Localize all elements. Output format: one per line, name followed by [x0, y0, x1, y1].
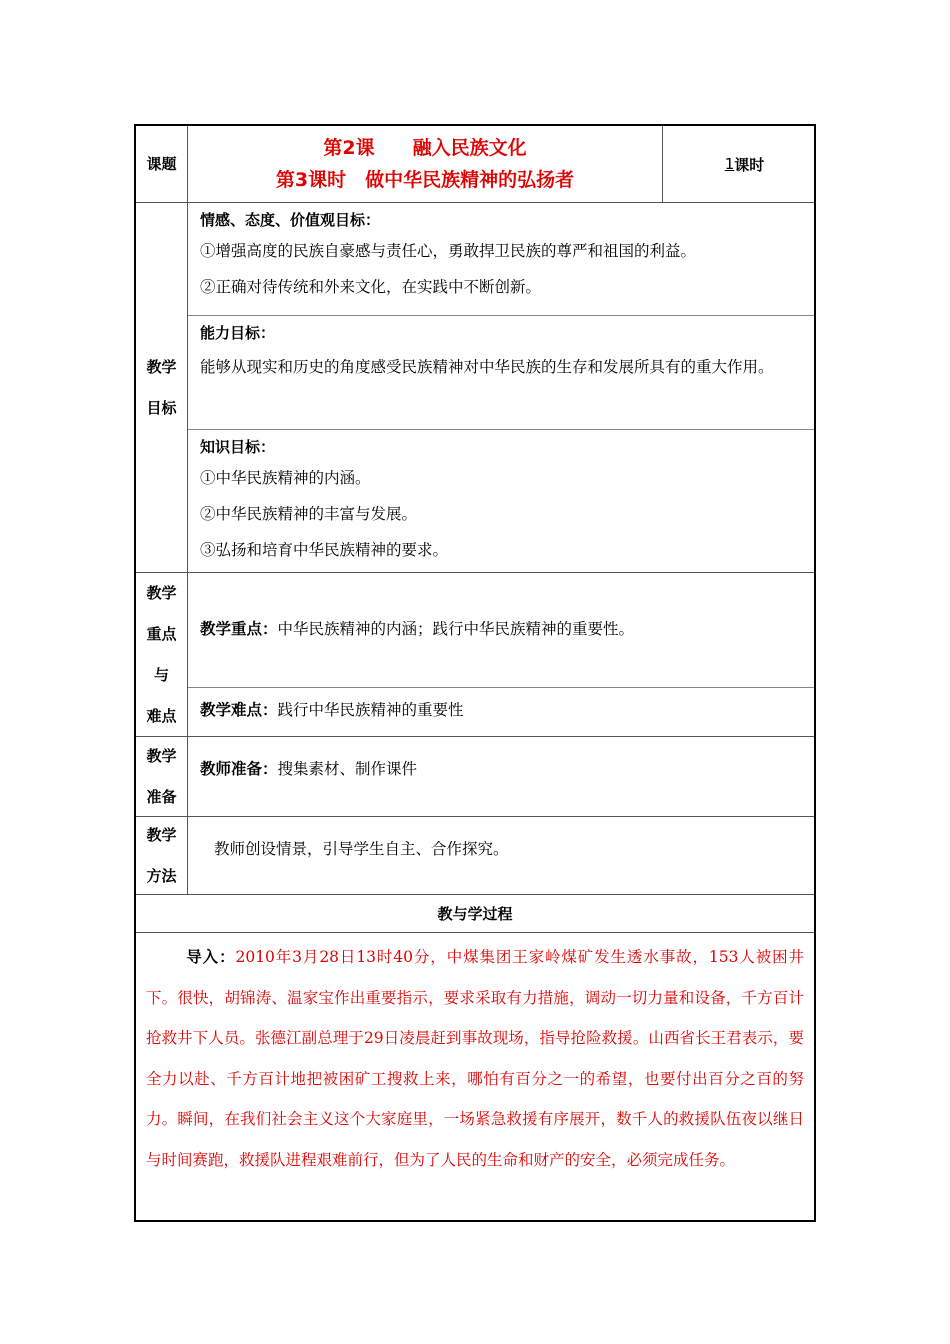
- method-label: [136, 817, 188, 894]
- difficult-point: [188, 687, 814, 737]
- prep-text-label: 教师准备：: [200, 760, 278, 778]
- prep-text: 搜集素材、制作课件: [277, 760, 418, 778]
- hours-unit: 课时: [734, 155, 765, 174]
- intro-label: 导入：: [186, 948, 236, 966]
- lesson-title-cell: [188, 126, 663, 202]
- lesson-title: 第2课 融入民族文化: [323, 137, 527, 159]
- method-label-line1: 教学: [146, 825, 177, 844]
- period-title: 第3课时 做中华民族精神的弘扬者: [275, 169, 575, 191]
- ability-goals: [188, 315, 814, 429]
- topic-label: [136, 126, 188, 202]
- keypoints-label-line2: 重点: [146, 624, 177, 643]
- ability-heading: 能力目标：: [200, 324, 276, 342]
- goals-row: [136, 202, 814, 572]
- key-point-label: 教学重点：: [200, 620, 278, 638]
- hours-number: 1: [724, 155, 735, 173]
- knowledge-item-2: ②中华民族精神的丰富与发展。: [200, 505, 418, 523]
- header-row: [136, 126, 814, 202]
- keypoints-content: [188, 573, 814, 736]
- intro-row: [136, 932, 814, 1220]
- method-row: [136, 816, 814, 894]
- knowledge-goals: [188, 429, 814, 573]
- table-frame: [134, 124, 816, 1222]
- emotion-goals: [188, 203, 814, 315]
- keypoints-label: [136, 573, 188, 736]
- method-text: 教师创设情景，引导学生自主、合作探究。: [214, 840, 509, 858]
- topic-label-text: 课题: [146, 154, 177, 173]
- process-heading: 教与学过程: [437, 905, 513, 923]
- difficult-point-label: 教学难点：: [200, 701, 278, 719]
- emotion-item-2: ②正确对待传统和外来文化，在实践中不断创新。: [200, 278, 542, 296]
- ability-text: 能够从现实和历史的角度感受民族精神对中华民族的生存和发展所具有的重大作用。: [200, 358, 774, 376]
- lesson-plan-table: [134, 124, 816, 1222]
- keypoints-label-line3: 与: [153, 665, 169, 684]
- goals-content: [188, 203, 814, 572]
- knowledge-item-1: ①中华民族精神的内涵。: [200, 469, 371, 487]
- difficult-point-text: 践行中华民族精神的重要性: [277, 701, 464, 719]
- keypoints-label-line4: 难点: [146, 706, 177, 725]
- goals-label-line2: 目标: [146, 398, 177, 417]
- prep-label-line1: 教学: [146, 746, 177, 765]
- key-point: [188, 573, 814, 687]
- prep-label-line2: 准备: [146, 787, 177, 806]
- emotion-heading: 情感、态度、价值观目标：: [200, 211, 381, 229]
- intro-paragraph: [136, 933, 814, 1220]
- method-content: [188, 817, 814, 894]
- hours-cell: [663, 126, 814, 202]
- prep-row: [136, 736, 814, 816]
- process-heading-row: [136, 894, 814, 932]
- knowledge-heading: 知识目标：: [200, 438, 276, 456]
- keypoints-label-line1: 教学: [146, 583, 177, 602]
- prep-content: [188, 737, 814, 816]
- key-point-text: 中华民族精神的内涵；践行中华民族精神的重要性。: [277, 620, 635, 638]
- keypoints-row: [136, 572, 814, 736]
- intro-text: 2010年3月28日13时40分，中煤集团王家岭煤矿发生透水事故，153人被困井下。很快，胡锦涛、温家宝作出重要指示，要求采取有力措施，调动一切力量和设备，千方百计抢救井下人员。张德江副总理于29日凌晨赶到事故现场，指导抢险救援。山西省长王君表示，要全力以赴、千方百计地把被困矿工搜救上来，哪怕有百分之一的希望，也要付出百分之百的努力。瞬间，在我们社会主义这个大家庭里，一场紧急救援有序展开，数千人的救援队伍夜以继日与时间赛跑，救援队进程艰难前行，但为了人民的生命和财产的安全，必须完成任务。: [146, 948, 804, 1169]
- goals-label-line1: 教学: [146, 357, 177, 376]
- knowledge-item-3: ③弘扬和培育中华民族精神的要求。: [200, 541, 449, 559]
- method-label-line2: 方法: [146, 866, 177, 885]
- goals-label: [136, 203, 188, 572]
- prep-label: [136, 737, 188, 816]
- emotion-item-1: ①增强高度的民族自豪感与责任心，勇敢捍卫民族的尊严和祖国的利益。: [200, 242, 697, 260]
